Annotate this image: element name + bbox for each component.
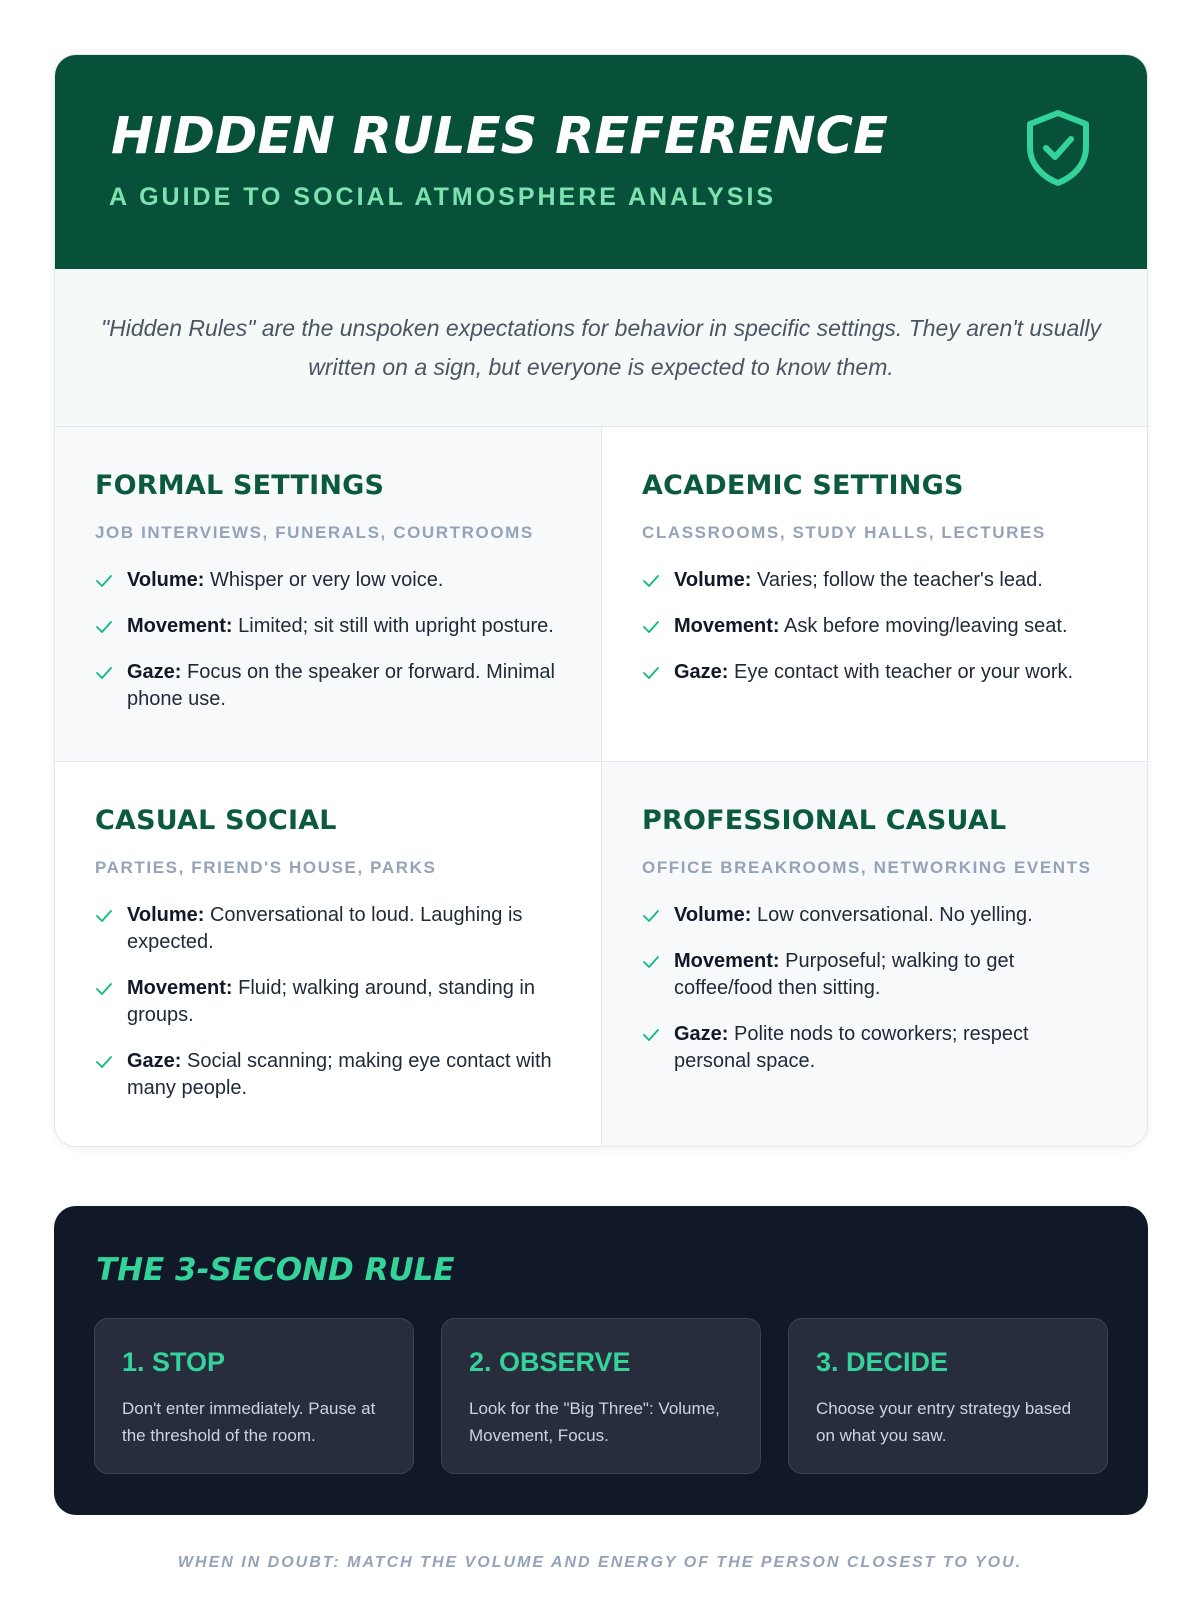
footer-tip: WHEN IN DOUBT: MATCH THE VOLUME AND ENERGY OF THE PERSON CLOSEST TO YOU. <box>177 1554 1023 1571</box>
rule-item <box>95 975 561 1029</box>
shield-check-icon <box>1023 109 1093 187</box>
check-icon <box>642 573 660 589</box>
page-subtitle: A GUIDE TO SOCIAL ATMOSPHERE ANALYSIS <box>109 183 777 211</box>
rule-text: Varies; follow the teacher's lead. <box>756 569 1043 591</box>
rule-list <box>95 902 561 1102</box>
intro-section <box>55 269 1147 427</box>
step-card-stop <box>94 1318 414 1474</box>
settings-grid <box>55 427 1147 1147</box>
check-icon <box>642 619 660 635</box>
rule-label: Gaze: <box>674 661 729 683</box>
setting-title: FORMAL SETTINGS <box>95 470 385 501</box>
rule-label: Gaze: <box>127 661 182 683</box>
check-icon <box>95 573 113 589</box>
setting-title: ACADEMIC SETTINGS <box>642 470 964 501</box>
rule-list <box>642 567 1109 686</box>
header <box>55 55 1147 269</box>
rule-label: Volume: <box>127 904 205 926</box>
rule-label: Movement: <box>127 615 233 637</box>
section-title: THE 3-SECOND RULE <box>96 1252 455 1288</box>
rule-text: Low conversational. No yelling. <box>756 904 1033 926</box>
setting-examples: CLASSROOMS, STUDY HALLS, LECTURES <box>642 523 1046 542</box>
rule-item <box>642 567 1109 594</box>
rule-item <box>642 659 1109 686</box>
rule-item <box>95 1048 561 1102</box>
setting-examples: JOB INTERVIEWS, FUNERALS, COURTROOMS <box>95 523 534 542</box>
rule-item <box>95 902 561 956</box>
setting-examples: OFFICE BREAKROOMS, NETWORKING EVENTS <box>642 858 1092 877</box>
check-icon <box>95 908 113 924</box>
step-text: Choose your entry strategy based on what you saw. <box>816 1399 1072 1445</box>
rule-text: Eye contact with teacher or your work. <box>734 661 1074 683</box>
step-card-decide <box>788 1318 1108 1474</box>
setting-examples: PARTIES, FRIEND'S HOUSE, PARKS <box>95 858 437 877</box>
rule-item <box>642 613 1109 640</box>
rule-text: Limited; sit still with upright posture. <box>238 615 554 637</box>
step-title: 1. STOP <box>122 1347 226 1377</box>
setting-card-casual-social <box>55 762 602 1147</box>
rule-label: Movement: <box>674 615 780 637</box>
setting-title: PROFESSIONAL CASUAL <box>642 805 1007 836</box>
rule-label: Volume: <box>127 569 205 591</box>
check-icon <box>95 981 113 997</box>
check-icon <box>95 619 113 635</box>
rule-text: Focus on the speaker or forward. Minimal phone use. <box>127 661 555 710</box>
rule-label: Gaze: <box>674 1023 729 1045</box>
setting-card-academic <box>602 427 1148 762</box>
rule-text: Social scanning; making eye contact with many people. <box>127 1050 552 1099</box>
rule-label: Movement: <box>127 977 233 999</box>
page-title: HIDDEN RULES REFERENCE <box>111 107 888 166</box>
check-icon <box>642 908 660 924</box>
rule-label: Movement: <box>674 950 780 972</box>
rule-item <box>95 659 561 713</box>
rule-list <box>95 567 561 713</box>
rule-item <box>95 613 561 640</box>
rule-item <box>642 948 1109 1002</box>
intro-text: "Hidden Rules" are the unspoken expectations for behavior in specific settings. They aren't usually written on a sign, but everyone is expected to know them. <box>100 314 1102 380</box>
setting-title: CASUAL SOCIAL <box>95 805 337 836</box>
check-icon <box>95 665 113 681</box>
step-text: Don't enter immediately. Pause at the threshold of the room. <box>122 1399 376 1445</box>
rule-text: Polite nods to coworkers; respect personal space. <box>674 1023 1029 1072</box>
rule-item <box>642 1021 1109 1075</box>
step-text: Look for the "Big Three": Volume, Movement, Focus. <box>469 1399 720 1445</box>
rule-text: Purposeful; walking to get coffee/food then sitting. <box>674 950 1015 999</box>
rule-text: Whisper or very low voice. <box>209 569 444 591</box>
rule-item <box>642 902 1109 929</box>
rule-label: Volume: <box>674 569 752 591</box>
rule-item <box>95 567 561 594</box>
rule-text: Ask before moving/leaving seat. <box>784 615 1068 637</box>
rule-list <box>642 902 1109 1075</box>
rule-text: Fluid; walking around, standing in groups. <box>127 977 535 1026</box>
step-title: 3. DECIDE <box>816 1347 949 1377</box>
setting-card-professional-casual <box>602 762 1148 1147</box>
rule-label: Volume: <box>674 904 752 926</box>
rule-text: Conversational to loud. Laughing is expected. <box>127 904 523 953</box>
check-icon <box>642 1027 660 1043</box>
check-icon <box>95 1054 113 1070</box>
reference-card <box>54 54 1148 1147</box>
three-second-rule-panel <box>54 1206 1148 1515</box>
check-icon <box>642 954 660 970</box>
setting-card-formal <box>55 427 602 762</box>
step-card-observe <box>441 1318 761 1474</box>
step-title: 2. OBSERVE <box>469 1347 631 1377</box>
rule-label: Gaze: <box>127 1050 182 1072</box>
check-icon <box>642 665 660 681</box>
